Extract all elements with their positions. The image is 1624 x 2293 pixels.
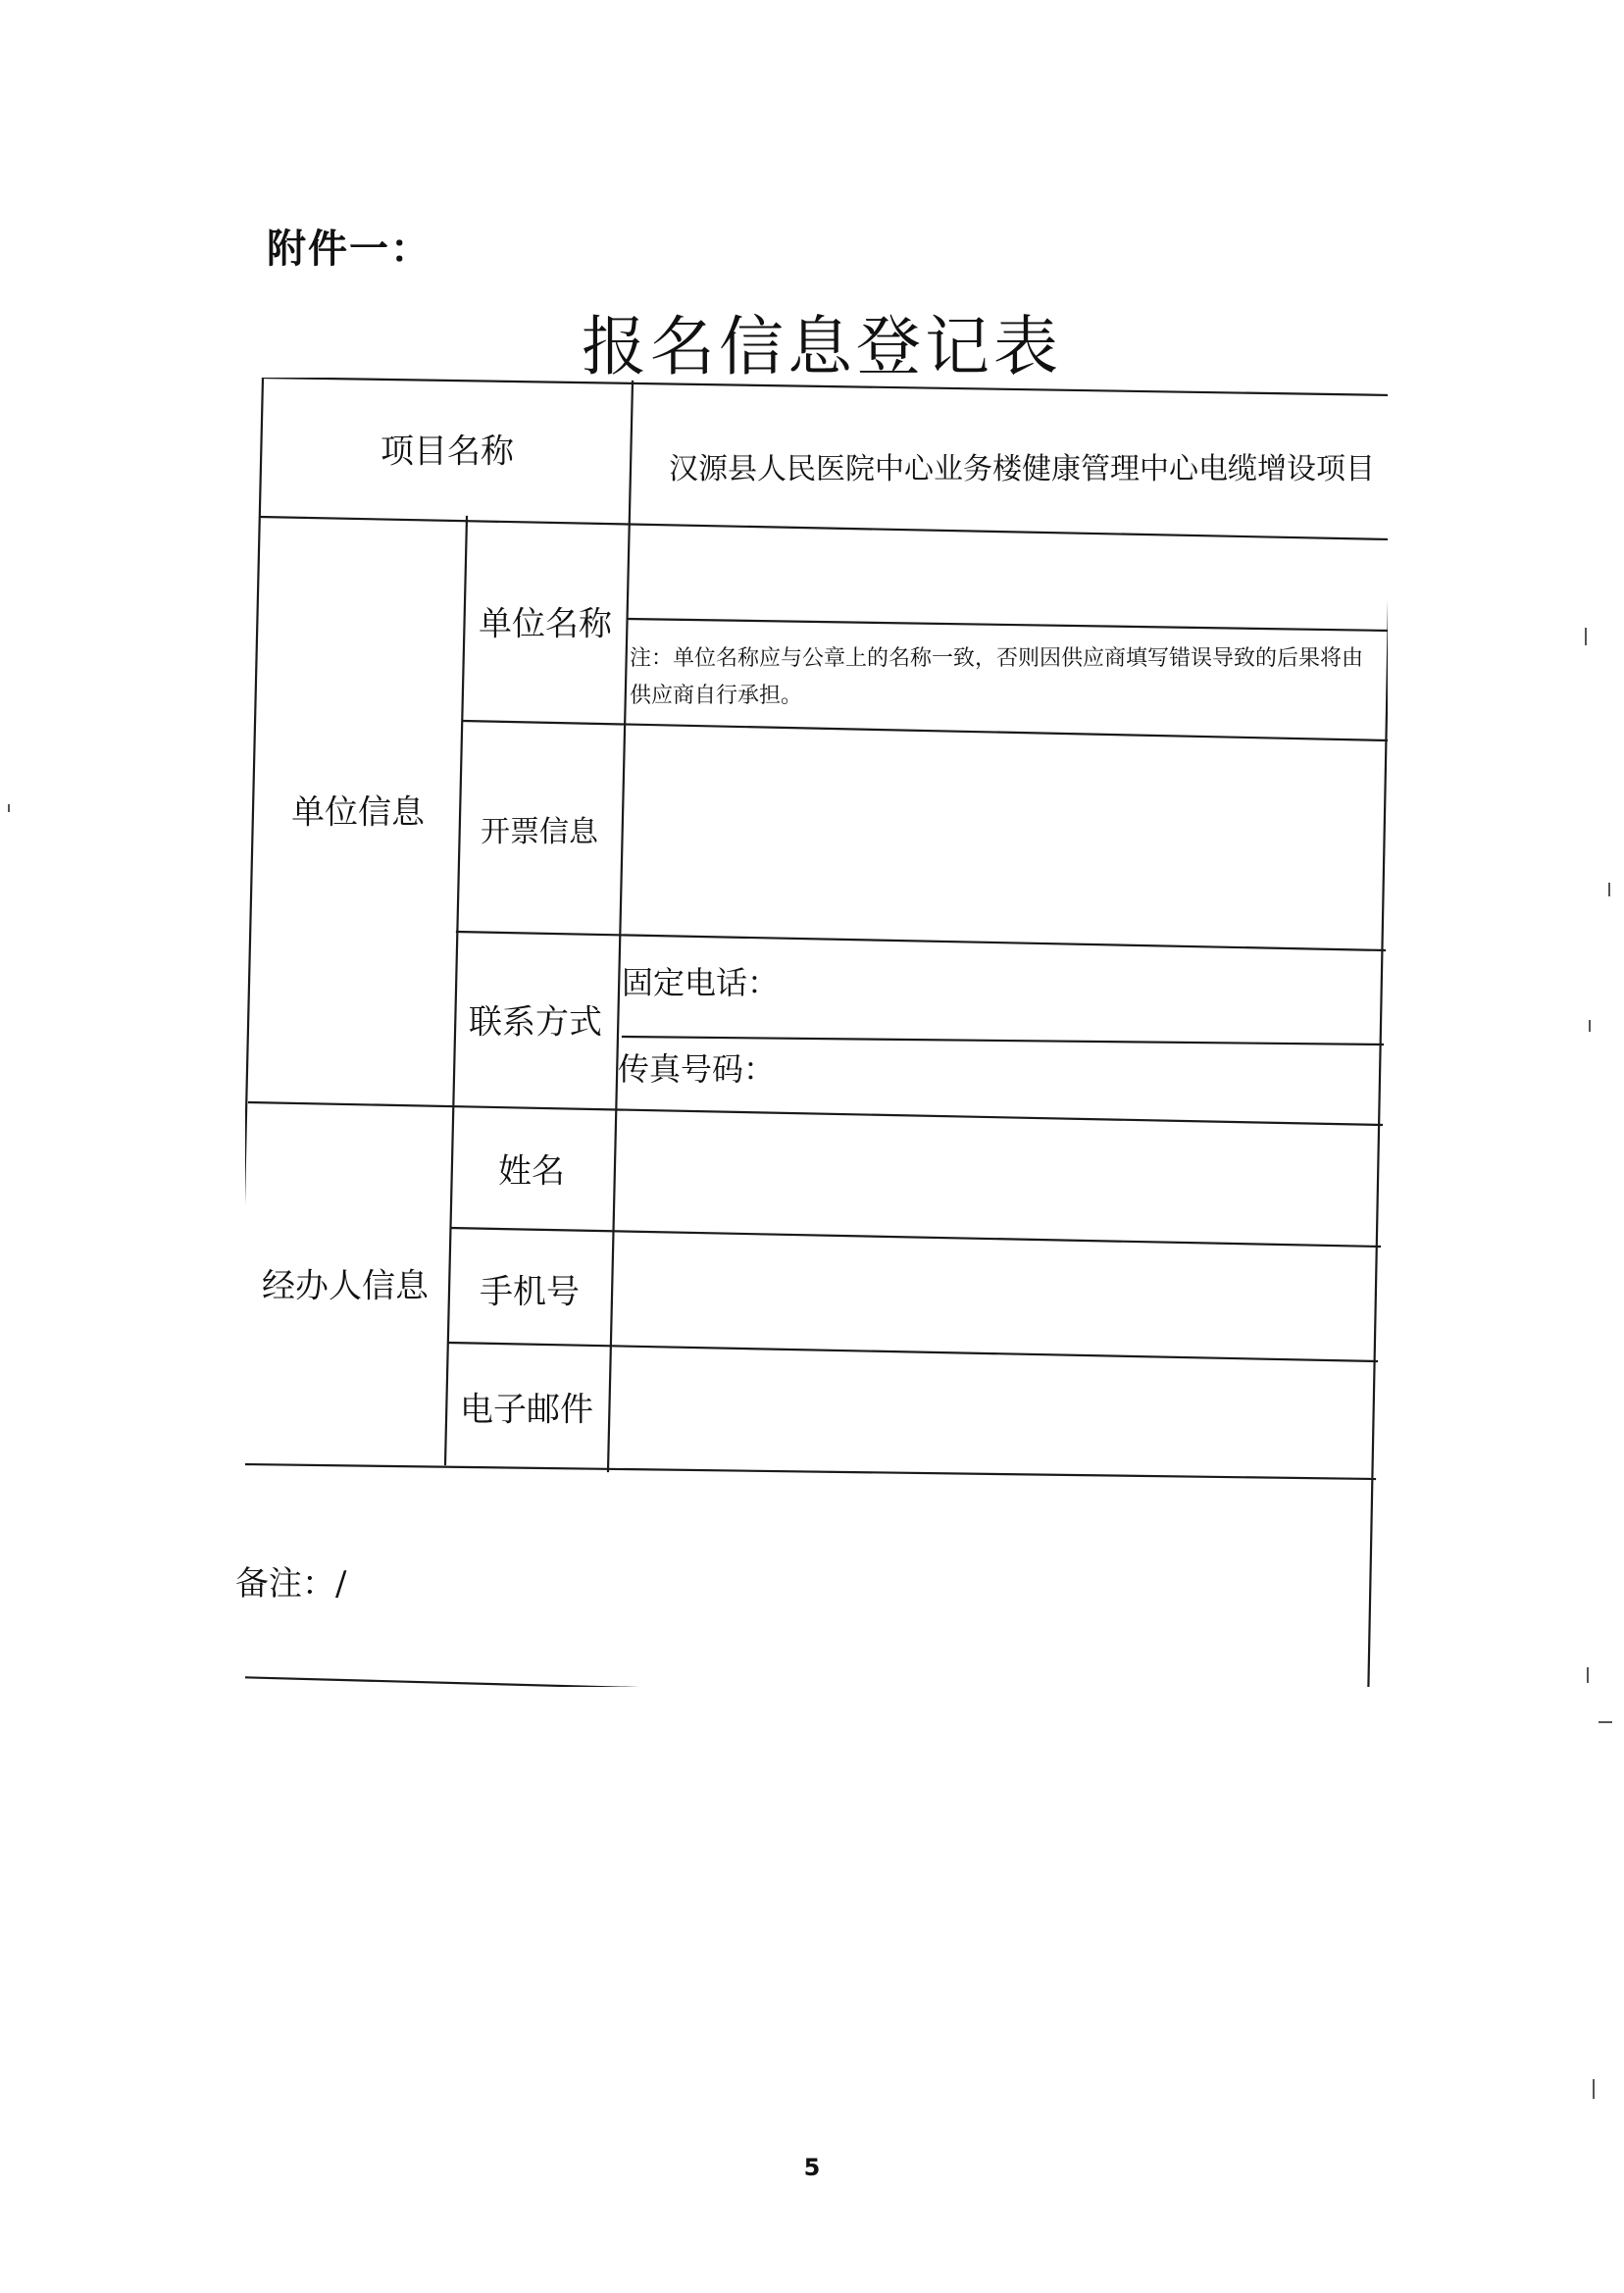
scan-speck [1587, 1667, 1589, 1683]
form-title: 报名信息登记表 [582, 309, 1062, 384]
mobile-label: 手机号 [480, 1272, 580, 1312]
email-label: 电子邮件 [460, 1390, 593, 1430]
invoice-field[interactable] [637, 760, 1363, 907]
row-line-phone [623, 1037, 1383, 1045]
phone-label[interactable]: 固定电话： [622, 964, 780, 1001]
page-number: 5 [803, 2154, 821, 2181]
row-line-invoice [457, 932, 1385, 950]
agent-name-field[interactable] [630, 1143, 1355, 1211]
company-name-label: 单位名称 [479, 604, 612, 644]
attachment-label: 附件一： [267, 227, 431, 272]
project-name-label: 项目名称 [381, 432, 514, 472]
scan-speck [8, 804, 10, 812]
agent-name-label: 姓名 [498, 1151, 565, 1192]
invoice-label: 开票信息 [481, 815, 598, 849]
company-name-note: 注：单位名称应与公章上的名称一致，否则因供应商填写错误导致的后果将由供应商自行承担。 [630, 646, 1364, 708]
project-name-value: 汉源县人民医院中心业务楼健康管理中心电缆增设项目 [669, 452, 1375, 486]
mobile-field[interactable] [626, 1260, 1351, 1329]
agent-section-label: 经办人信息 [262, 1266, 429, 1306]
scan-speck [1585, 628, 1587, 645]
scan-speck [1593, 2079, 1595, 2099]
scan-speck [1599, 1721, 1612, 1723]
left-border-line [245, 378, 263, 1677]
right-border-line [1368, 395, 1388, 1687]
remarks-label: 备注：/ [235, 1564, 347, 1604]
column-line-sublabel [445, 517, 467, 1464]
scan-speck [1608, 883, 1610, 896]
contact-label: 联系方式 [469, 1002, 602, 1043]
email-field[interactable] [622, 1376, 1347, 1445]
registration-form [235, 378, 1388, 1687]
bottom-border-line [245, 1677, 1368, 1687]
company-section-label: 单位信息 [291, 792, 425, 833]
fax-label[interactable]: 传真号码： [618, 1050, 776, 1088]
row-line-company-section [249, 1102, 1382, 1125]
scan-speck [1589, 1020, 1591, 1032]
company-name-field[interactable] [639, 533, 1365, 591]
row-line-company-name [463, 721, 1388, 740]
top-border-line [263, 378, 1388, 395]
row-line-name-note [628, 619, 1388, 631]
row-line-email [245, 1464, 1375, 1479]
row-line-mobile [449, 1343, 1377, 1361]
row-line-agent-name [451, 1228, 1380, 1247]
